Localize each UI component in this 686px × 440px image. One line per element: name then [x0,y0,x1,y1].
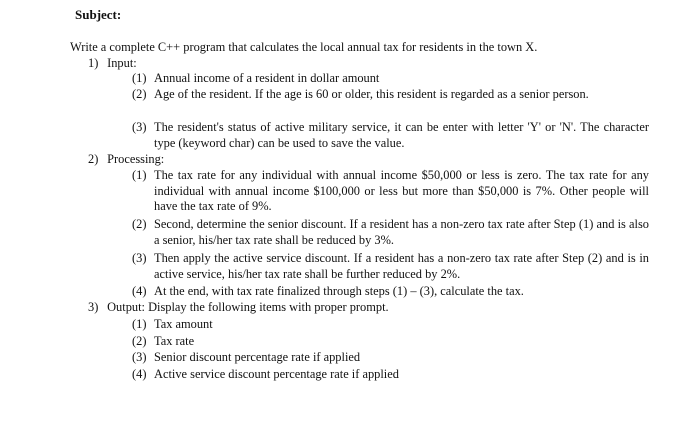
input-item-2 [132,87,649,103]
item-text: At the end, with tax rate finalized through steps (1) – (3), calculate the tax. [154,284,524,298]
processing-item-1 [132,168,649,215]
intro-paragraph: Write a complete C++ program that calculates the local annual tax for residents in the town X. [70,40,538,54]
item-text: Age of the resident. If the age is 60 or older, this resident is regarded as a senior person. [154,87,589,101]
item-text: The tax rate for any individual with annual income $50,000 or less is zero. The tax rate for any individual with annual income $100,000 or less but more than $50,000 is 7%. Other people will have the tax rate of 9%. [154,168,649,213]
item-number: (2) [132,87,147,101]
item-number: (1) [132,168,147,182]
input-item-1 [132,71,649,87]
section-title: Input: [107,56,137,70]
item-number: (2) [132,334,147,348]
item-number: (3) [132,120,147,134]
section-title: Output: Display the following items with proper prompt. [107,300,389,314]
section-number: 3) [88,300,99,314]
item-number: (3) [132,350,147,364]
item-number: (4) [132,284,147,298]
section-number: 1) [88,56,99,70]
item-number: (3) [132,251,147,265]
item-text: Annual income of a resident in dollar amount [154,71,380,85]
item-text: Tax amount [154,317,213,331]
processing-item-4 [132,284,649,300]
item-text: Senior discount percentage rate if applied [154,350,361,364]
section-number: 2) [88,152,99,166]
output-item-4 [132,367,649,383]
section-input-heading [88,56,137,71]
item-text: Second, determine the senior discount. If a resident has a non-zero tax rate after Step (1) and is also a senior, his/her tax rate shall be reduced by 3%. [154,217,649,247]
item-number: (4) [132,367,147,381]
processing-item-3 [132,251,649,282]
item-number: (2) [132,217,147,231]
input-item-3 [132,120,649,151]
item-text: Tax rate [154,334,195,348]
item-number: (1) [132,71,147,85]
section-output-heading [88,300,389,315]
section-title: Processing: [107,152,165,166]
item-text: The resident's status of active military service, it can be enter with letter 'Y' or 'N'. The character type (keyword char) can be used to save the value. [154,120,649,150]
section-processing-heading [88,152,164,167]
item-number: (1) [132,317,147,331]
output-item-3 [132,350,649,366]
item-text: Active service discount percentage rate if applied [154,367,399,381]
subject-heading: Subject: [75,7,122,22]
output-item-2 [132,334,649,350]
processing-item-2 [132,217,649,248]
output-item-1 [132,317,649,333]
item-text: Then apply the active service discount. If a resident has a non-zero tax rate after Step (2) and is in active service, his/her tax rate shall be further reduced by 2%. [154,251,649,281]
